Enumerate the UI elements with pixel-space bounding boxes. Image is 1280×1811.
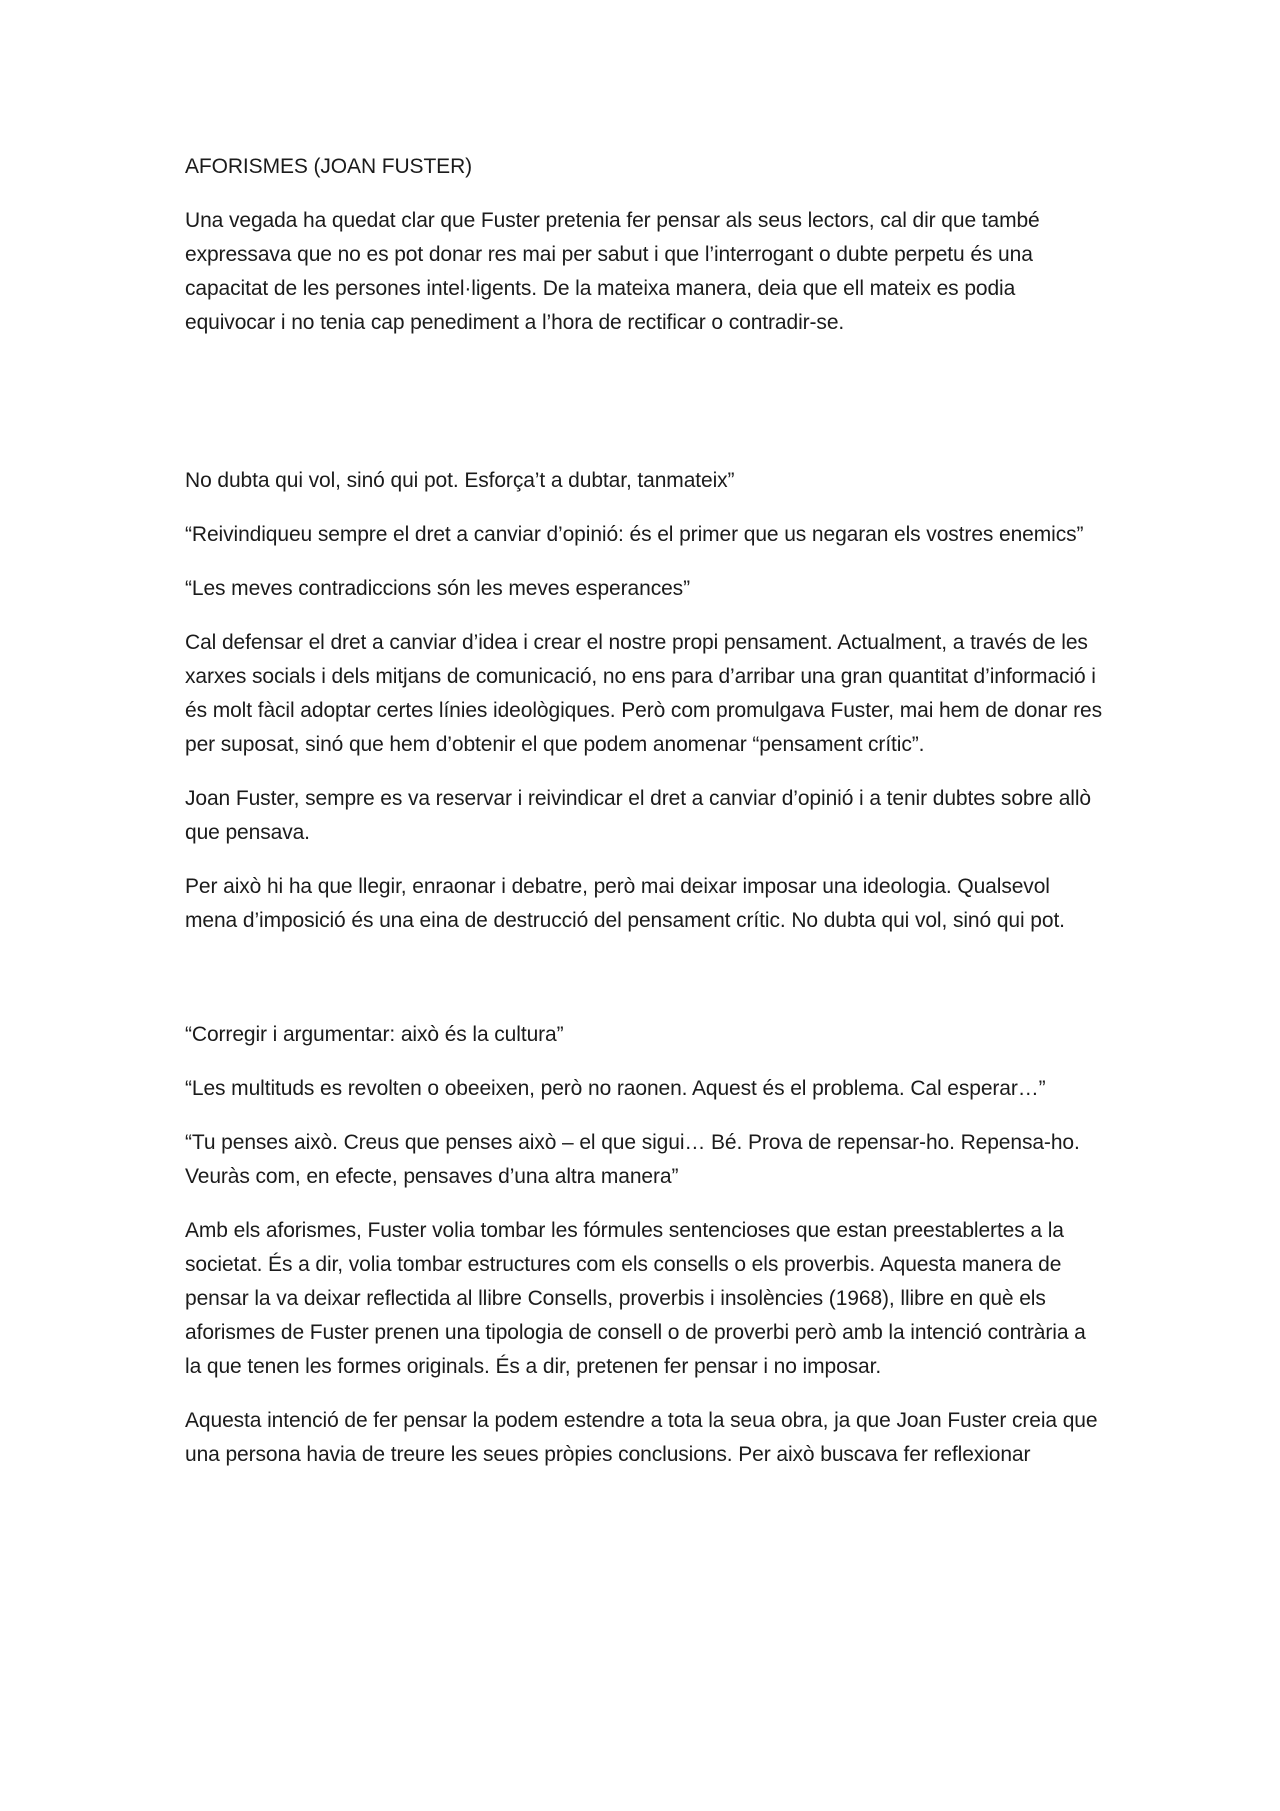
document-body: [185, 150, 1105, 1492]
document-title: AFORISMES (JOAN FUSTER): [185, 155, 473, 178]
paragraph-intro: Una vegada ha quedat clar que Fuster pretenia fer pensar als seus lectors, cal dir que també expressava que no es pot donar res mai per sabut i que l’interrogant o dubte perpetu és una capacitat de les persones intel·ligents. De la mateixa manera, deia que ell mateix es podia equivocar i no tenia cap penediment a l’hora de rectificar o contradir-se.: [185, 209, 1040, 334]
paragraph-aphorism-quote: “Reivindiqueu sempre el dret a canviar d’opinió: és el primer que us negaran els vostres enemics”: [185, 523, 1084, 546]
paragraph-commentary: Per això hi ha que llegir, enraonar i debatre, però mai deixar imposar una ideologia. Qualsevol mena d’imposició és una eina de destrucció del pensament crític. No dubta qui vol, sinó qui pot.: [185, 875, 1065, 932]
paragraph-commentary: Cal defensar el dret a canviar d’idea i crear el nostre propi pensament. Actualment, a través de les xarxes socials i dels mitjans de comunicació, no ens para d’arribar una gran quantitat d’informació i és molt fàcil adoptar certes línies ideològiques. Però com promulgava Fuster, mai hem de donar res per suposat, sinó que hem d’obtenir el que podem anomenar “pensament crític”.: [185, 631, 1102, 756]
paragraph-aphorism-quote: “Les multituds es revolten o obeeixen, però no raonen. Aquest és el problema. Cal esperar…”: [185, 1077, 1046, 1100]
paragraph-commentary: Joan Fuster, sempre es va reservar i reivindicar el dret a canviar d’opinió i a tenir dubtes sobre allò que pensava.: [185, 787, 1091, 844]
paragraph-aphorism-quote: “Tu penses això. Creus que penses això – el que sigui… Bé. Prova de repensar-ho. Repensa-ho. Veuràs com, en efecte, pensaves d’una altra manera”: [185, 1131, 1080, 1188]
paragraph-aphorism-quote: “Les meves contradiccions són les meves esperances”: [185, 577, 690, 600]
paragraph-commentary: Aquesta intenció de fer pensar la podem estendre a tota la seua obra, ja que Joan Fuster creia que una persona havia de treure les seues pròpies conclusions. Per això buscava fer reflexionar: [185, 1409, 1098, 1466]
paragraph-commentary: Amb els aforismes, Fuster volia tombar les fórmules sentencioses que estan preestablertes a la societat. És a dir, volia tombar estructures com els consells o els proverbis. Aquesta manera de pensar la va deixar reflectida al llibre Consells, proverbis i insolències (1968), llibre en què els aforismes de Fuster prenen una tipologia de consell o de proverbi però amb la intenció contrària a la que tenen les formes originals. És a dir, pretenen fer pensar i no imposar.: [185, 1219, 1086, 1378]
paragraph-aphorism-quote: “Corregir i argumentar: això és la cultura”: [185, 1023, 564, 1046]
paragraph-aphorism-quote: No dubta qui vol, sinó qui pot. Esforça’t a dubtar, tanmateix”: [185, 469, 735, 492]
